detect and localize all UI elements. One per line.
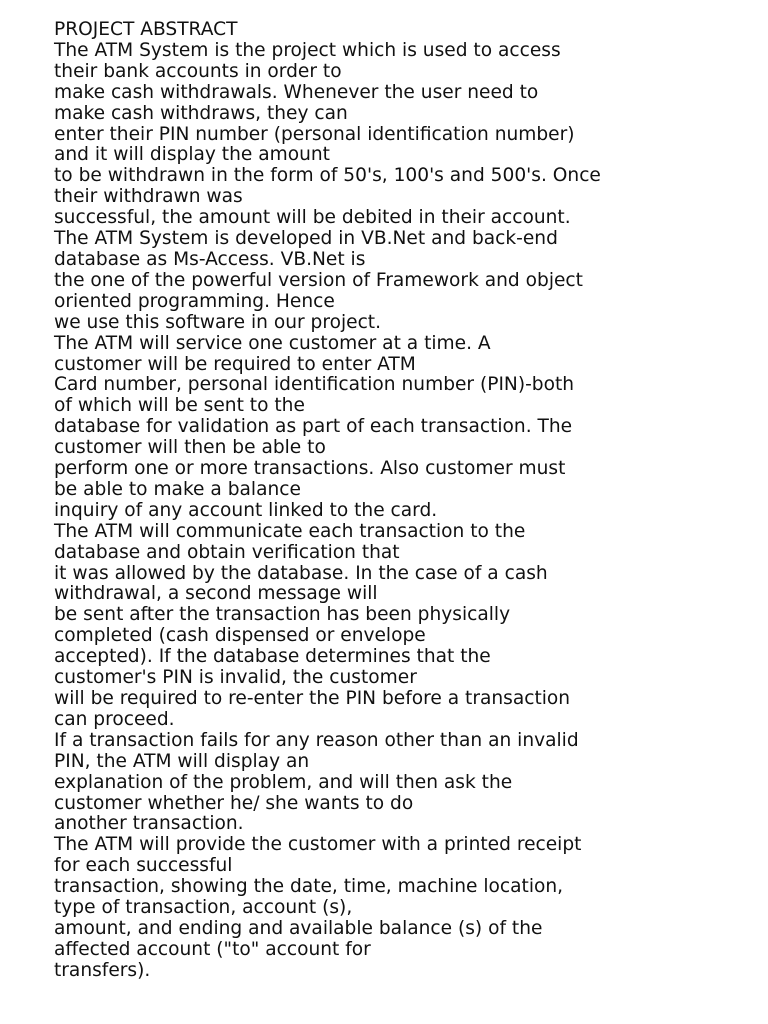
text-line: be able to make a balance [54, 478, 301, 500]
text-line: successful, the amount will be debited in their account. [54, 207, 571, 229]
text-line: The ATM System is developed in VB.Net and back-end [54, 228, 558, 250]
text-line: transaction, showing the date, time, machine location, [54, 876, 564, 898]
text-line: customer whether he/ she wants to do [54, 792, 414, 814]
text-line: affected account ("to" account for [54, 938, 371, 960]
text-line: PIN, the ATM will display an [54, 750, 310, 772]
text-line: enter their PIN number (personal identification number) [54, 123, 575, 145]
text-line: and it will display the amount [54, 144, 330, 166]
text-line: Card number, personal identification number (PIN)-both [54, 374, 575, 396]
text-line: database and obtain verification that [54, 541, 400, 563]
text-line: customer will then be able to [54, 437, 326, 459]
text-line: database as Ms-Access. VB.Net is [54, 248, 366, 270]
text-line: customer's PIN is invalid, the customer [54, 667, 417, 689]
text-line: for each successful [54, 855, 233, 877]
text-line: make cash withdraws, they can [54, 102, 348, 124]
text-line: completed (cash dispensed or envelope [54, 625, 426, 647]
text-line: The ATM System is the project which is used to access [54, 39, 561, 61]
text-line: another transaction. [54, 813, 244, 835]
text-line: we use this software in our project. [54, 311, 381, 333]
text-line: to be withdrawn in the form of 50's, 100's and 500's. Once [54, 165, 601, 187]
text-line: withdrawal, a second message will [54, 583, 378, 605]
text-line: will be required to re-enter the PIN before a transaction [54, 688, 571, 709]
document-title: PROJECT ABSTRACT [54, 19, 238, 40]
text-line: make cash withdrawals. Whenever the user need to [54, 81, 539, 103]
text-line: accepted). If the database determines that the [54, 646, 491, 668]
text-line: transfers). [54, 959, 151, 981]
text-line: their withdrawn was [54, 186, 243, 208]
document-page [54, 20, 754, 982]
text-line: oriented programming. Hence [54, 290, 335, 312]
text-line: be sent after the transaction has been physically [54, 604, 511, 626]
text-line: If a transaction fails for any reason other than an invalid [54, 729, 579, 751]
text-line: of which will be sent to the [54, 395, 305, 417]
text-line: the one of the powerful version of Framework and object [54, 269, 583, 291]
text-line: amount, and ending and available balance (s) of the [54, 917, 543, 939]
text-line: The ATM will service one customer at a time. A [54, 332, 491, 354]
text-line: database for validation as part of each transaction. The [54, 416, 573, 438]
text-line: inquiry of any account linked to the card. [54, 499, 438, 521]
text-line: explanation of the problem, and will then ask the [54, 771, 513, 793]
text-line: The ATM will provide the customer with a printed receipt [54, 834, 582, 856]
text-line: customer will be required to enter ATM [54, 353, 416, 375]
text-line: type of transaction, account (s), [54, 897, 353, 919]
text-line: it was allowed by the database. In the case of a cash [54, 562, 548, 584]
text-line: their bank accounts in order to [54, 60, 342, 82]
text-line: can proceed. [54, 708, 175, 730]
text-line: The ATM will communicate each transaction to the [54, 520, 526, 542]
text-line: perform one or more transactions. Also customer must [54, 458, 566, 480]
